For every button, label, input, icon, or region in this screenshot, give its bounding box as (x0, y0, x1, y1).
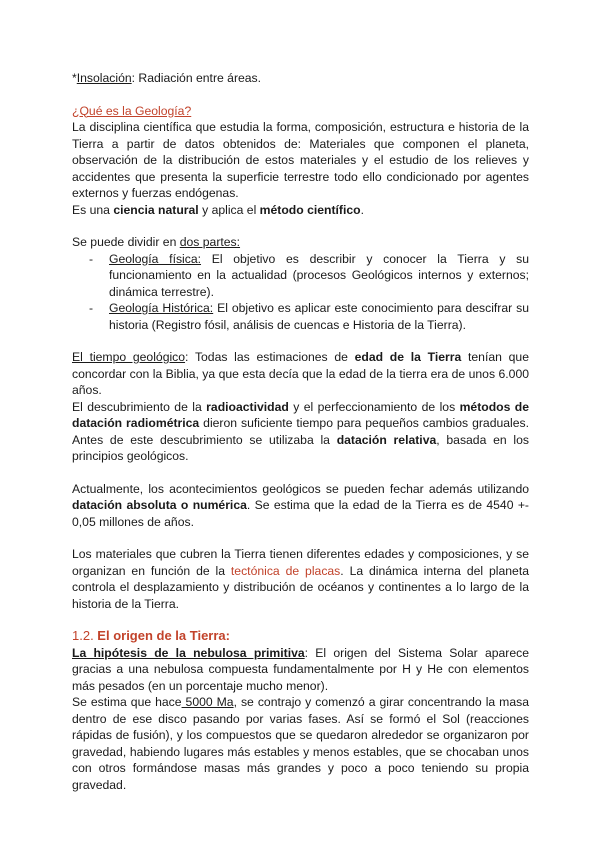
tectonica-link: tectónica de placas (230, 563, 341, 578)
geologia-question: ¿Qué es la Geología? (72, 103, 192, 118)
list-item-geologia-fisica: - Geología física: El objetivo es describir y conocer la Tierra y su funcionamiento en la actualidad (procesos Geológicos internos y externos; dinámica terrestre). (89, 251, 529, 299)
actualmente-paragraph: Actualmente, los acontecimientos geológicos se pueden fechar además utilizando datación absoluta o numérica. Se estima que la edad de la Tierra es de 4540 +- 0,05 millones de años. (72, 481, 529, 529)
tiempo-paragraph-1: El tiempo geológico: Todas las estimaciones de edad de la Tierra tenían que concordar con la Biblia, ya que esta decía que la edad de la tierra era de unos 6.000 años. (72, 350, 529, 397)
origen-paragraph-2: Se estima que hace 5000 Ma, se contrajo y comenzó a girar concentrando la masa dentro de ese disco pasando por varias fases. Así se formó el Sol (reacciones rápidas de fusión), y los compuestos que se quedaron alrededor se organizaron por gravedad, habiendo lugares más estables y menos estables, que se chocaban unos con otros formándose masas más grandes y poco a poco teniendo su propia gravedad. (72, 695, 529, 792)
division-list (72, 251, 529, 334)
insolacion-term: Insolación (76, 71, 132, 85)
document-page (72, 70, 529, 793)
materiales-paragraph: Los materiales que cubren la Tierra tienen diferentes edades y composiciones, y se organizan en función de la tectónica de placas. La dinámica interna del planeta controla el desplazamiento y distribución de océanos y continentes a lo largo de la historia de la Tierra. (72, 547, 529, 611)
insolacion-line: *Insolación: Radiación entre áreas. (72, 71, 262, 85)
tiempo-paragraph-2: El descubrimiento de la radioactividad y el perfeccionamiento de los métodos de datación radiométrica dieron suficiente tiempo para pequeños cambios graduales. Antes de este descubrimiento se utilizaba la datación relativa, basada en los principios geológicos. (72, 399, 529, 463)
geologia-definition: La disciplina científica que estudia la forma, composición, estructura e historia de la Tierra a partir de datos obtenidos de: Materiales que componen el planeta, observación de la distribución de estos materiales y el estudio de los relieves y accidentes que presenta la superficie terrestre todo ello condicionado por agentes externos y fuerzas endógenas. (72, 120, 529, 200)
geologia-ciencia-line: Es una ciencia natural y aplica el método científico. (72, 202, 364, 217)
division-intro: Se puede dividir en dos partes: (72, 235, 241, 249)
list-item-geologia-historica: - Geología Histórica: El objetivo es aplicar este conocimiento para descifrar su historia (Registro fósil, análisis de cuencas e Historia de la Tierra). (89, 301, 529, 332)
origen-paragraph-1: La hipótesis de la nebulosa primitiva: El origen del Sistema Solar aparece gracias a una nebulosa compuesta fundamentalmente por H y He con elementos más pesados (en un porcentaje mucho menor). (72, 645, 529, 693)
section-heading-origen: 1.2. El origen de la Tierra: (72, 628, 230, 643)
